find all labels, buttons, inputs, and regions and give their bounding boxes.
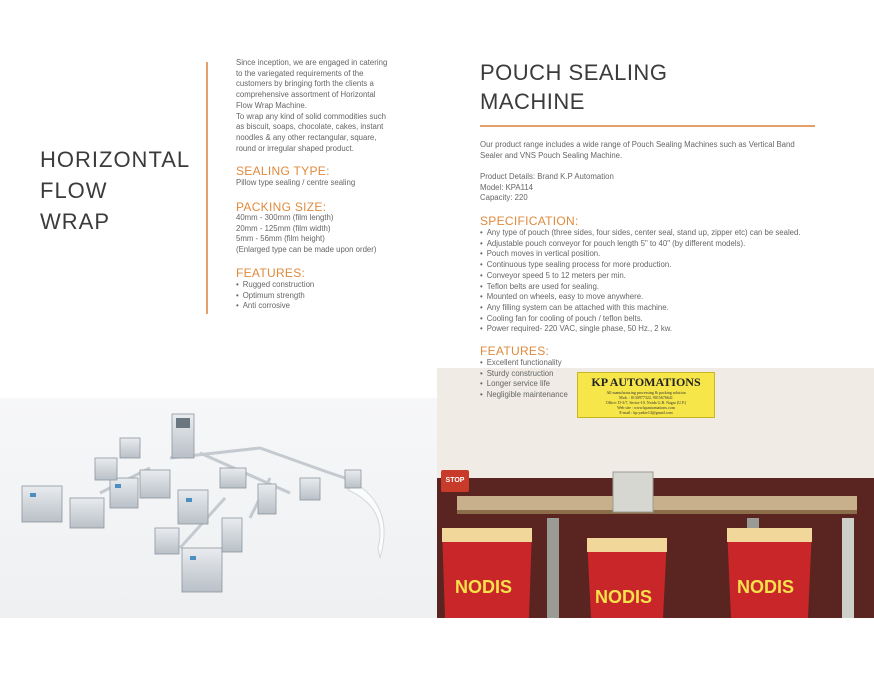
title-line: MACHINE	[480, 89, 585, 114]
feature-item: • Longer service life	[480, 379, 568, 390]
sealing-type-heading: SEALING TYPE:	[236, 164, 330, 178]
specification-heading: SPECIFICATION:	[480, 214, 579, 228]
horizontal-divider	[480, 125, 815, 127]
intro-line: round or irregular shaped product.	[236, 143, 354, 153]
description-line: Our product range includes a wide range of Pouch Sealing Machines such as Vertical Band	[480, 140, 795, 149]
spec-item: • Power required- 220 VAC, single phase, 50 Hz., 2 kw.	[480, 324, 801, 335]
spec-item: • Continuous type sealing process for more production.	[480, 260, 801, 271]
intro-line: Since inception, we are engaged in catering	[236, 58, 388, 67]
feature-item: • Excellent functionality	[480, 358, 568, 369]
spec-item: • Conveyor speed 5 to 12 meters per min.	[480, 271, 801, 282]
specification-list	[480, 228, 801, 335]
packing-size-line: (Enlarged type can be made upon order)	[236, 245, 377, 255]
packing-size-line: 20mm - 125mm (film width)	[236, 223, 331, 233]
left-features-heading: FEATURES:	[236, 266, 306, 280]
intro-line: Flow Wrap Machine.	[236, 100, 307, 110]
pouch-label-left: NODIS	[455, 577, 513, 597]
packing-size-heading: PACKING SIZE:	[236, 200, 327, 214]
factory-line-illustration	[0, 398, 437, 618]
spec-item: • Any type of pouch (three sides, four sides, center seal, stand up, zipper etc) can be sealed.	[480, 228, 801, 239]
intro-line: to the variegated requirements of the	[236, 68, 364, 78]
description-line: Sealer and VNS Pouch Sealing Machine.	[480, 150, 623, 160]
kp-label-line: Mob. : 8130977322, 9015676641	[619, 395, 673, 400]
product-description	[480, 140, 795, 161]
spec-item: • Any filling system can be attached with this machine.	[480, 303, 801, 314]
right-features-heading: FEATURES:	[480, 344, 550, 358]
machinery-drawing	[0, 398, 437, 618]
title-line: WRAP	[40, 209, 110, 234]
product-detail-line: Capacity: 220	[480, 193, 528, 203]
spec-item: • Mounted on wheels, easy to move anywhere.	[480, 292, 801, 303]
pouch-sealing-photo	[437, 368, 874, 618]
spec-item: • Adjustable pouch conveyor for pouch length 5" to 40" (by different models).	[480, 239, 801, 250]
intro-line: To wrap any kind of solid commodities such	[236, 111, 386, 121]
product-detail-line: Product Details: Brand K.P Automation	[480, 172, 614, 181]
packing-size-line: 40mm - 300mm (film length)	[236, 213, 334, 222]
product-detail-line: Model: KPA114	[480, 182, 534, 192]
feature-item: • Optimum strength	[236, 291, 314, 302]
title-line: FLOW	[40, 178, 108, 203]
title-line: HORIZONTAL	[40, 147, 191, 172]
intro-line: customers by bringing forth the clients a	[236, 79, 374, 89]
kp-automations-label	[577, 372, 715, 418]
spec-item: • Cooling fan for cooling of pouch / teflon belts.	[480, 314, 801, 325]
feature-item: • Negligible maintenance	[480, 390, 568, 401]
spec-item: • Teflon belts are used for sealing.	[480, 282, 801, 293]
spec-item: • Pouch moves in vertical position.	[480, 249, 801, 260]
feature-item: • Rugged construction	[236, 280, 314, 291]
kp-label-line: Web site : www.kpautomations.com	[617, 405, 675, 410]
horizontal-flow-wrap-title	[40, 144, 190, 237]
stop-button-sign: STOP	[441, 470, 469, 492]
intro-line: noodles & any other rectangular, square,	[236, 132, 377, 142]
intro-line: comprehensive assortment of Horizontal	[236, 90, 376, 100]
feature-item: • Anti corrosive	[236, 301, 314, 312]
packing-size-list	[236, 213, 376, 256]
kp-label-line: E-mail : kp.yadav14@gmail.com	[619, 410, 673, 415]
left-features-list	[236, 280, 314, 312]
product-details	[480, 172, 614, 204]
intro-paragraph	[236, 58, 398, 154]
right-features-list	[480, 358, 568, 401]
kp-label-line: All manufacturing processing & packing solution	[606, 390, 686, 395]
intro-line: as biscuit, soaps, chocolate, cakes, instant	[236, 122, 384, 132]
kp-label-line: Office: D-3/7, Sector-10, Noida G.B. Nagar (U.P.)	[605, 400, 687, 405]
sealing-type-text: Pillow type sealing / centre sealing	[236, 178, 356, 187]
pouch-label-right: NODIS	[737, 577, 795, 597]
packing-size-line: 5mm - 56mm (film height)	[236, 234, 325, 244]
vertical-divider	[206, 62, 208, 314]
pouch-label-center: NODIS	[595, 587, 653, 607]
feature-item: • Sturdy construction	[480, 369, 568, 380]
kp-label-title: KP AUTOMATIONS	[591, 375, 701, 389]
title-line: POUCH SEALING	[480, 60, 668, 85]
pouch-sealing-title	[480, 58, 667, 116]
